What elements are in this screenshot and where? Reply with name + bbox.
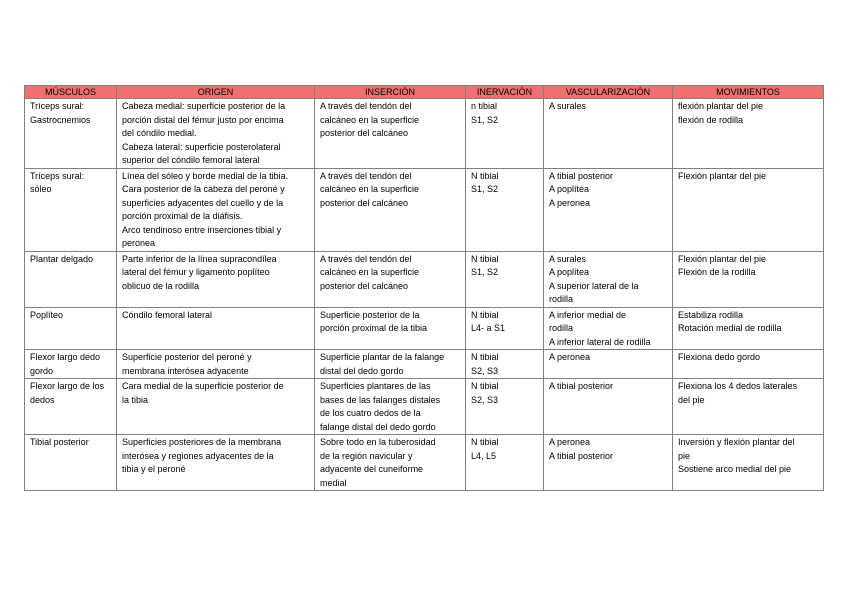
cell-inervacion [466, 350, 544, 379]
cell-line: Superficie posterior del peroné y [122, 352, 252, 362]
cell-line: Cara posterior de la cabeza del peroné y [122, 184, 285, 194]
cell-line: A través del tendón del [320, 170, 412, 181]
table-row [25, 350, 824, 379]
cell-line: peronea [122, 238, 156, 248]
cell-line: N tibial [471, 309, 499, 320]
cell-inervacion [466, 307, 544, 350]
cell-line: S2, S3 [471, 394, 499, 405]
cell-line: S1, S2 [471, 184, 499, 194]
header-row [25, 86, 824, 99]
cell-line: Cabeza medial: superficie posterior de la [122, 101, 286, 111]
table-row [25, 379, 824, 435]
cell-line: Sostiene arco medial del pie [678, 464, 792, 474]
cell-line: Tríceps sural: [30, 101, 85, 111]
cell-inervacion [466, 251, 544, 307]
cell-line: Cóndilo femoral lateral [122, 309, 213, 320]
cell-line: Superficies plantares de las [320, 381, 431, 391]
cell-line: Superficie plantar de la falange [320, 352, 445, 362]
muscles-table [24, 85, 824, 491]
cell-line: A través del tendón del [320, 101, 412, 111]
table-row [25, 307, 824, 350]
cell-line: del pie [678, 394, 705, 405]
cell-line: A tibial posterior [549, 450, 614, 461]
cell-line: porción distal del fémur justo por encima [122, 114, 284, 125]
cell-line: Sobre todo en la tuberosidad [320, 437, 436, 447]
cell-line: Arco tendinoso entre inserciones tibial y [122, 224, 282, 235]
cell-insercion [315, 350, 466, 379]
cell-line: S1, S2 [471, 114, 499, 125]
cell-vascularizacion [544, 251, 673, 307]
cell-line: tibia y el peroné [122, 464, 186, 474]
cell-line: posterior del calcáneo [320, 280, 409, 291]
cell-movimientos [673, 435, 824, 491]
cell-line: A peronea [549, 352, 591, 362]
cell-line: Tríceps sural: [30, 170, 85, 181]
cell-vascularizacion [544, 99, 673, 169]
cell-origen [117, 435, 315, 491]
cell-line: n tibial [471, 101, 498, 111]
cell-line: adyacente del cuneiforme [320, 464, 424, 474]
cell-insercion [315, 435, 466, 491]
cell-line: Cara medial de la superficie posterior de [122, 381, 284, 391]
cell-musculo [25, 435, 117, 491]
cell-line: calcáneo en la superficie [320, 114, 420, 125]
cell-line: Flexión plantar del pie [678, 253, 767, 264]
cell-line: N tibial [471, 253, 499, 264]
cell-line: A surales [549, 253, 587, 264]
cell-line: N tibial [471, 381, 499, 391]
cell-line: N tibial [471, 352, 499, 362]
cell-line: del cóndilo medial. [122, 128, 197, 138]
cell-line: A través del tendón del [320, 253, 412, 264]
cell-inervacion [466, 168, 544, 251]
cell-line: superior del cóndilo femoral lateral [122, 155, 260, 165]
cell-line: Flexiona dedo gordo [678, 352, 761, 362]
cell-line: posterior del calcáneo [320, 128, 409, 138]
cell-line: A superior lateral de la [549, 280, 639, 291]
cell-musculo [25, 307, 117, 350]
cell-vascularizacion [544, 307, 673, 350]
cell-insercion [315, 168, 466, 251]
cell-line: porción proximal de la diáfisis. [122, 211, 243, 221]
cell-line: L4- a S1 [471, 323, 506, 333]
cell-line: A poplítea [549, 267, 590, 277]
header-origen: ORIGEN [117, 86, 315, 99]
cell-line: Superficie posterior de la [320, 309, 420, 320]
cell-line: A inferior lateral de rodilla [549, 336, 651, 347]
cell-line: S2, S3 [471, 365, 499, 376]
cell-line: de los cuatro dedos de la [320, 408, 421, 418]
cell-line: Rotación medial de rodilla [678, 323, 782, 333]
cell-line: Flexor largo dedo [30, 352, 101, 362]
cell-line: pie [678, 450, 691, 461]
cell-line: Inversión y flexión plantar del [678, 437, 795, 447]
cell-line: Flexión de la rodilla [678, 267, 756, 277]
cell-line: calcáneo en la superficie [320, 267, 420, 277]
cell-line: Estabiliza rodilla [678, 309, 744, 320]
table-body [25, 99, 824, 491]
cell-line: S1, S2 [471, 267, 499, 277]
cell-line: A poplítea [549, 184, 590, 194]
cell-line: N tibial [471, 170, 499, 181]
header-inervacion: INERVACIÓN [466, 86, 544, 99]
cell-line: rodilla [549, 323, 574, 333]
cell-line: la tibia [122, 394, 149, 405]
cell-musculo [25, 379, 117, 435]
cell-line: distal del dedo gordo [320, 365, 404, 376]
cell-line: A peronea [549, 437, 591, 447]
cell-movimientos [673, 99, 824, 169]
header-musculos: MÚSCULOS [25, 86, 117, 99]
cell-inervacion [466, 99, 544, 169]
cell-musculo [25, 350, 117, 379]
cell-line: Cabeza lateral: superficie posterolateral [122, 141, 281, 152]
cell-origen [117, 251, 315, 307]
table-row [25, 251, 824, 307]
cell-musculo [25, 251, 117, 307]
table-row [25, 435, 824, 491]
cell-line: A tibial posterior [549, 170, 614, 181]
cell-line: flexión plantar del pie [678, 101, 764, 111]
cell-insercion [315, 99, 466, 169]
cell-line: Flexiona los 4 dedos laterales [678, 381, 798, 391]
cell-line: flexión de rodilla [678, 114, 744, 125]
cell-vascularizacion [544, 350, 673, 379]
cell-line: Parte inferior de la línea supracondílea [122, 253, 277, 264]
cell-vascularizacion [544, 168, 673, 251]
cell-origen [117, 99, 315, 169]
cell-vascularizacion [544, 379, 673, 435]
cell-line: A inferior medial de [549, 309, 627, 320]
table-row [25, 168, 824, 251]
cell-line: interósea y regiones adyacentes de la [122, 450, 274, 461]
cell-movimientos [673, 168, 824, 251]
cell-inervacion [466, 379, 544, 435]
header-vascularizacion: VASCULARIZACIÓN [544, 86, 673, 99]
cell-line: Superficies posteriores de la membrana [122, 437, 282, 447]
cell-insercion [315, 251, 466, 307]
cell-line: sóleo [30, 184, 52, 194]
cell-line: posterior del calcáneo [320, 197, 409, 208]
cell-line: bases de las falanges distales [320, 394, 441, 405]
cell-line: porción proximal de la tibia [320, 323, 428, 333]
cell-line: Gastrocnemios [30, 114, 91, 125]
cell-line: Flexión plantar del pie [678, 170, 767, 181]
cell-vascularizacion [544, 435, 673, 491]
cell-line: calcáneo en la superficie [320, 184, 420, 194]
cell-movimientos [673, 379, 824, 435]
cell-line: N tibial [471, 437, 499, 447]
cell-line: de la región navicular y [320, 450, 413, 461]
cell-movimientos [673, 350, 824, 379]
cell-line: Flexor largo de los [30, 381, 105, 391]
cell-line: dedos [30, 394, 55, 405]
cell-line: oblicuo de la rodilla [122, 280, 200, 291]
cell-line: Plantar delgado [30, 253, 94, 264]
cell-line: falange distal del dedo gordo [320, 421, 436, 432]
cell-line: Línea del sóleo y borde medial de la tibia. [122, 170, 289, 181]
cell-line: L4, L5 [471, 450, 497, 461]
table-row [25, 99, 824, 169]
cell-line: rodilla [549, 294, 574, 304]
cell-origen [117, 379, 315, 435]
header-insercion: INSERCIÓN [315, 86, 466, 99]
cell-movimientos [673, 307, 824, 350]
cell-insercion [315, 307, 466, 350]
cell-line: A surales [549, 101, 587, 111]
cell-musculo [25, 99, 117, 169]
cell-insercion [315, 379, 466, 435]
cell-line: A tibial posterior [549, 381, 614, 391]
cell-line: Tibial posterior [30, 437, 89, 447]
cell-musculo [25, 168, 117, 251]
cell-line: lateral del fémur y ligamento poplíteo [122, 267, 270, 277]
cell-line: A peronea [549, 197, 591, 208]
cell-line: superficies adyacentes del cuello y de la [122, 197, 284, 208]
cell-line: gordo [30, 365, 54, 376]
cell-line: medial [320, 477, 347, 488]
cell-movimientos [673, 251, 824, 307]
cell-origen [117, 350, 315, 379]
cell-origen [117, 168, 315, 251]
header-movimientos: MOVIMIENTOS [673, 86, 824, 99]
cell-line: Poplíteo [30, 309, 64, 320]
cell-origen [117, 307, 315, 350]
cell-line: membrana interósea adyacente [122, 365, 249, 376]
cell-inervacion [466, 435, 544, 491]
